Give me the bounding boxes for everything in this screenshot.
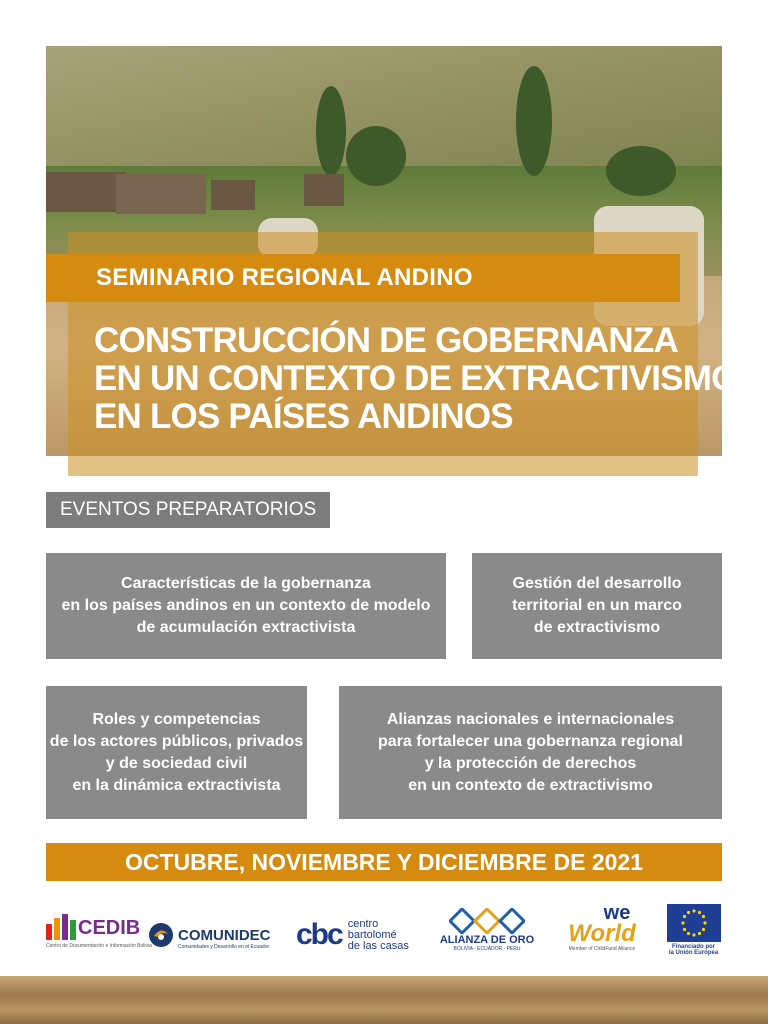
house	[304, 174, 344, 206]
weworld-world: World	[568, 920, 636, 947]
tree	[516, 66, 552, 176]
alianza-de-oro-logo	[432, 908, 542, 952]
title-line: EN LOS PAÍSES ANDINOS	[94, 397, 513, 436]
eu-logo	[665, 904, 722, 956]
dates-banner: OCTUBRE, NOVIEMBRE Y DICIEMBRE DE 2021	[46, 843, 722, 881]
main-title	[94, 321, 738, 436]
alianza-subtitle: BOLIVIA · ECUADOR · PERU	[453, 946, 521, 952]
comunidec-subtitle: Comunidades y Desarrollo en el Ecuador	[178, 944, 270, 950]
events-label: EVENTOS PREPARATORIOS	[46, 492, 330, 528]
event-card	[339, 686, 722, 819]
card-line: Roles y competencias	[92, 710, 261, 728]
comunidec-logo	[148, 922, 290, 950]
seminar-label: SEMINARIO REGIONAL ANDINO	[96, 264, 473, 291]
cedib-subtitle: Centro de Documentación e Información Bolivia	[46, 943, 152, 949]
title-line: CONSTRUCCIÓN DE GOBERNANZA	[94, 321, 678, 360]
card-line: en la dinámica extractivista	[72, 776, 281, 794]
card-line: en los países andinos en un contexto de modelo	[61, 597, 431, 614]
card-line: Gestión del desarrollo	[512, 575, 682, 592]
alianza-name: ALIANZA DE ORO	[439, 934, 535, 946]
cbc-line: de las casas	[347, 939, 409, 952]
eu-flag-icon	[667, 904, 721, 942]
cbc-line: centro	[347, 917, 379, 930]
cbc-line: bartolomé	[347, 928, 397, 941]
comunidec-name: COMUNIDEC	[178, 926, 271, 944]
weworld-logo	[552, 904, 652, 952]
eu-line: la Unión Europea	[668, 950, 719, 956]
tree	[346, 126, 406, 186]
cedib-logo	[46, 914, 152, 949]
tree	[316, 86, 346, 176]
house	[116, 174, 206, 214]
card-line: Alianzas nacionales e internacionales	[386, 710, 675, 728]
card-line: Características de la gobernanza	[121, 575, 371, 592]
cbc-mark: cbc	[296, 918, 342, 951]
eu-line: Financiado por	[671, 944, 715, 950]
card-line: territorial en un marco	[512, 597, 682, 614]
card-line: en un contexto de extractivismo	[408, 776, 653, 794]
seminar-banner	[46, 254, 680, 302]
tree	[606, 146, 676, 196]
cedib-name: CEDIB	[78, 917, 141, 939]
card-line: de los actores públicos, privados	[49, 732, 304, 750]
cbc-logo	[296, 918, 426, 952]
bottom-photo-strip	[0, 976, 768, 1024]
card-line: y la protección de derechos	[424, 754, 637, 772]
house	[211, 180, 255, 210]
weworld-we: we	[603, 902, 631, 924]
card-line: y de sociedad civil	[105, 754, 248, 772]
card-line: de acumulación extractivista	[136, 619, 356, 636]
house	[46, 172, 126, 212]
logo-row	[46, 900, 722, 966]
comunidec-swirl-icon	[148, 922, 174, 948]
event-card	[46, 686, 307, 819]
event-card	[46, 553, 446, 659]
weworld-subtitle: Member of ChildFund Alliance	[568, 946, 636, 952]
card-line: de extractivismo	[533, 619, 661, 636]
title-line: EN UN CONTEXTO DE EXTRACTIVISMO	[94, 359, 738, 398]
event-card	[472, 553, 722, 659]
cedib-bars-icon	[46, 914, 76, 940]
card-line: para fortalecer una gobernanza regional	[378, 732, 683, 750]
alianza-diamonds-icon	[449, 908, 525, 934]
